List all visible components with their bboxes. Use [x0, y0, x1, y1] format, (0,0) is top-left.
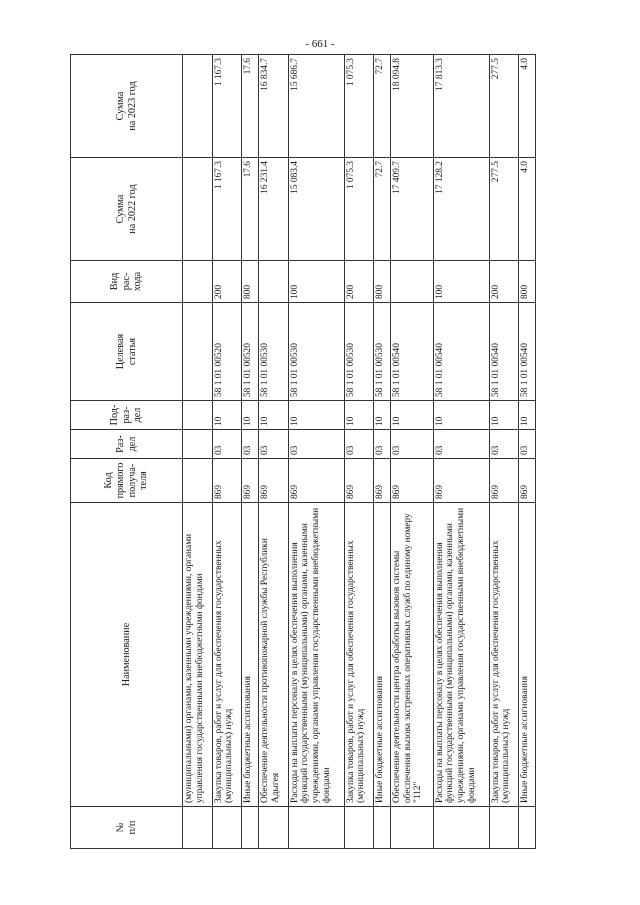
- header-cell: Наименование: [71, 503, 183, 807]
- cell-podrazdel: 10: [519, 401, 536, 430]
- table-row: [344, 55, 374, 849]
- cell-csr: 58 1 01 00530: [374, 303, 391, 401]
- cell-num: [344, 807, 374, 849]
- cell-podrazdel: 10: [391, 401, 434, 430]
- cell-vr: [259, 261, 289, 303]
- table-row: [183, 55, 213, 849]
- cell-podrazdel: 10: [489, 401, 519, 430]
- cell-num: [433, 807, 489, 849]
- cell-sum2022: 16 231.4: [259, 158, 289, 261]
- cell-razdel: 03: [212, 430, 242, 459]
- table-row: [242, 55, 259, 849]
- cell-sum2022: 277.5: [489, 158, 519, 261]
- cell-grbs: 869: [288, 459, 344, 503]
- cell-csr: 58 1 01 00540: [433, 303, 489, 401]
- header-cell: № п/п: [71, 807, 183, 849]
- cell-csr: 58 1 01 00530: [259, 303, 289, 401]
- cell-vr: 100: [288, 261, 344, 303]
- cell-sum2023: [183, 55, 213, 158]
- header-cell: Под- раз- дел: [71, 401, 183, 430]
- cell-razdel: 03: [344, 430, 374, 459]
- cell-name: (муниципальными) органами, казенными учреждениями, органами управления государственными внебюджетными фондами: [183, 503, 213, 807]
- cell-sum2023: 1 167.3: [212, 55, 242, 158]
- cell-vr: 200: [344, 261, 374, 303]
- cell-sum2023: 72.7: [374, 55, 391, 158]
- cell-name: Расходы на выплаты персоналу в целях обеспечения выполнения функций государственными (муниципальными) органами, казенными учреждениями, органами управления государственными внебюджетными фондами: [433, 503, 489, 807]
- cell-name: Иные бюджетные ассигнования: [242, 503, 259, 807]
- header-cell: Сумма на 2023 год: [71, 55, 183, 158]
- cell-sum2022: 1 075.3: [344, 158, 374, 261]
- cell-razdel: 03: [374, 430, 391, 459]
- cell-razdel: 03: [259, 430, 289, 459]
- cell-sum2022: [183, 158, 213, 261]
- table-row: [391, 55, 434, 849]
- cell-csr: 58 1 01 00540: [489, 303, 519, 401]
- cell-vr: 200: [489, 261, 519, 303]
- cell-grbs: 869: [489, 459, 519, 503]
- cell-num: [288, 807, 344, 849]
- cell-sum2022: 17 128.2: [433, 158, 489, 261]
- cell-sum2023: 16 834.7: [259, 55, 289, 158]
- cell-sum2022: 17 409.7: [391, 158, 434, 261]
- header-cell: Целевая статья: [71, 303, 183, 401]
- cell-razdel: 03: [519, 430, 536, 459]
- cell-podrazdel: 10: [374, 401, 391, 430]
- cell-vr: 200: [212, 261, 242, 303]
- table-row: [212, 55, 242, 849]
- cell-grbs: 869: [374, 459, 391, 503]
- cell-name: Обеспечение деятельности противопожарной службы Республики Адыгея: [259, 503, 289, 807]
- cell-grbs: 869: [242, 459, 259, 503]
- table-body: [183, 55, 536, 849]
- cell-razdel: [183, 430, 213, 459]
- cell-razdel: 03: [391, 430, 434, 459]
- cell-csr: [183, 303, 213, 401]
- cell-name: Обеспечение деятельности центра обработки вызовов системы обеспечения вызова экстренных оперативных служб по единому номеру "112": [391, 503, 434, 807]
- cell-grbs: 869: [519, 459, 536, 503]
- cell-sum2022: 1 167.3: [212, 158, 242, 261]
- cell-vr: [183, 261, 213, 303]
- cell-name: Закупка товаров, работ и услуг для обеспечения государственных (муниципальных) нужд: [344, 503, 374, 807]
- cell-num: [242, 807, 259, 849]
- cell-sum2022: 4.0: [519, 158, 536, 261]
- cell-num: [489, 807, 519, 849]
- cell-sum2023: 15 686.7: [288, 55, 344, 158]
- cell-grbs: [183, 459, 213, 503]
- cell-sum2023: 18 094.8: [391, 55, 434, 158]
- header-cell: Вид рас- хода: [71, 261, 183, 303]
- header-cell: Код прямого получа- теля: [71, 459, 183, 503]
- cell-name: Закупка товаров, работ и услуг для обеспечения государственных (муниципальных) нужд: [489, 503, 519, 807]
- cell-num: [374, 807, 391, 849]
- cell-num: [212, 807, 242, 849]
- header-cell: Раз- дел: [71, 430, 183, 459]
- cell-sum2022: 72.7: [374, 158, 391, 261]
- cell-sum2023: 17.6: [242, 55, 259, 158]
- table-row: [489, 55, 519, 849]
- table-row: [433, 55, 489, 849]
- cell-razdel: 03: [288, 430, 344, 459]
- cell-sum2023: 1 075.3: [344, 55, 374, 158]
- cell-sum2023: 4.0: [519, 55, 536, 158]
- table-row: [288, 55, 344, 849]
- cell-sum2023: 17 813.3: [433, 55, 489, 158]
- cell-grbs: 869: [344, 459, 374, 503]
- cell-num: [519, 807, 536, 849]
- table-header-row: [71, 55, 183, 849]
- table-row: [519, 55, 536, 849]
- cell-razdel: 03: [489, 430, 519, 459]
- cell-sum2023: 277.5: [489, 55, 519, 158]
- cell-podrazdel: 10: [259, 401, 289, 430]
- cell-vr: [391, 261, 434, 303]
- cell-grbs: 869: [433, 459, 489, 503]
- cell-name: Закупка товаров, работ и услуг для обеспечения государственных (муниципальных) нужд: [212, 503, 242, 807]
- cell-vr: 800: [374, 261, 391, 303]
- cell-vr: 100: [433, 261, 489, 303]
- cell-podrazdel: 10: [344, 401, 374, 430]
- cell-podrazdel: [183, 401, 213, 430]
- cell-sum2022: 15 083.4: [288, 158, 344, 261]
- cell-razdel: 03: [242, 430, 259, 459]
- cell-name: Расходы на выплаты персоналу в целях обеспечения выполнения функций государственными (муниципальными) органами, казенными учреждениями, органами управления государственными внебюджетными фондами: [288, 503, 344, 807]
- cell-csr: 58 1 01 00530: [288, 303, 344, 401]
- cell-csr: 58 1 01 00520: [212, 303, 242, 401]
- cell-vr: 800: [519, 261, 536, 303]
- cell-num: [259, 807, 289, 849]
- cell-csr: 58 1 01 00520: [242, 303, 259, 401]
- header-cell: Сумма на 2022 год: [71, 158, 183, 261]
- cell-csr: 58 1 01 00530: [344, 303, 374, 401]
- cell-num: [391, 807, 434, 849]
- page-number: - 661 -: [305, 38, 335, 50]
- table-row: [259, 55, 289, 849]
- cell-podrazdel: 10: [212, 401, 242, 430]
- budget-table: [70, 54, 536, 849]
- cell-grbs: 869: [212, 459, 242, 503]
- cell-podrazdel: 10: [433, 401, 489, 430]
- cell-sum2022: 17.6: [242, 158, 259, 261]
- cell-vr: 800: [242, 261, 259, 303]
- cell-razdel: 03: [433, 430, 489, 459]
- cell-csr: 58 1 01 00540: [391, 303, 434, 401]
- table-row: [374, 55, 391, 849]
- cell-podrazdel: 10: [288, 401, 344, 430]
- cell-num: [183, 807, 213, 849]
- cell-name: Иные бюджетные ассигнования: [374, 503, 391, 807]
- rotated-table-container: [70, 55, 536, 849]
- cell-name: Иные бюджетные ассигнования: [519, 503, 536, 807]
- cell-csr: 58 1 01 00540: [519, 303, 536, 401]
- cell-grbs: 869: [391, 459, 434, 503]
- cell-podrazdel: 10: [242, 401, 259, 430]
- cell-grbs: 869: [259, 459, 289, 503]
